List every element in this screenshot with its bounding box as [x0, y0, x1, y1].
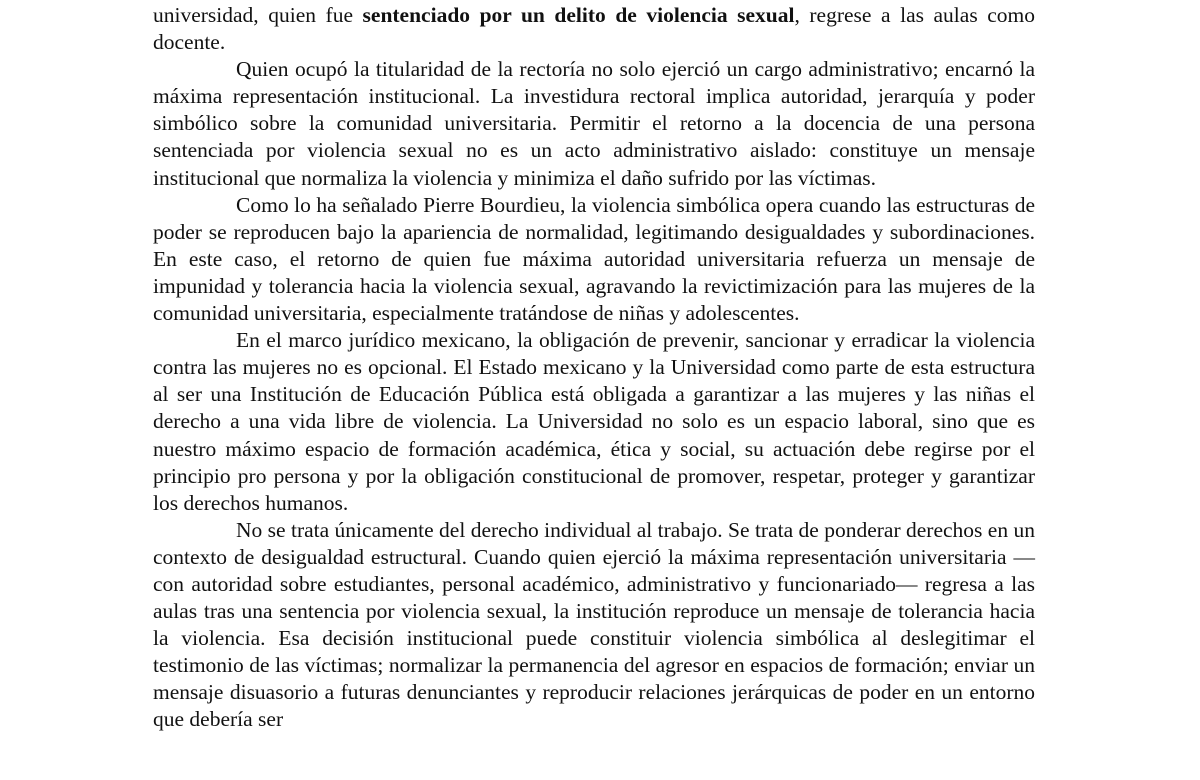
- paragraph-5-text: No se trata únicamente del derecho individual al trabajo. Se trata de ponderar derechos en un contexto de desigualdad estructural. Cuando quien ejerció la máxima representación universitaria —con autoridad sobre estudiantes, personal académico, administrativo y funcionariado— regresa a las aulas tras una sentencia por violencia sexual, la institución reproduce un mensaje de tolerancia hacia la violencia. Esa decisión institucional puede constituir violencia simbólica al deslegitimar el testimonio de las víctimas; normalizar la permanencia del agresor en espacios de formación; enviar un mensaje disuasorio a futuras denunciantes y reproducir relaciones jerárquicas de poder en un entorno que debería ser: [153, 517, 1035, 732]
- paragraph-1: [153, 2, 1035, 56]
- paragraph-1-text-end: , regrese a las aulas como docente.: [153, 3, 1036, 55]
- paragraph-1-bold-text: sentenciado por un delito de violencia sexual: [362, 3, 795, 27]
- document-body: [153, 2, 1035, 734]
- paragraph-3-text: Como lo ha señalado Pierre Bourdieu, la violencia simbólica opera cuando las estructuras de poder se reproducen bajo la apariencia de normalidad, legitimando desigualdades y subordinaciones. En este caso, el retorno de quien fue máxima autoridad universitaria refuerza un mensaje de impunidad y tolerancia hacia la violencia sexual, agravando la revictimización para las mujeres de la comunidad universitaria, especialmente tratándose de niñas y adolescentes.: [153, 192, 1035, 326]
- paragraph-2-text: Quien ocupó la titularidad de la rectoría no solo ejerció un cargo administrativo; encarnó la máxima representación institucional. La investidura rectoral implica autoridad, jerarquía y poder simbólico sobre la comunidad universitaria. Permitir el retorno a la docencia de una persona sentenciada por violencia sexual no es un acto administrativo aislado: constituye un mensaje institucional que normaliza la violencia y minimiza el daño sufrido por las víctimas.: [153, 57, 1035, 190]
- paragraph-4: [153, 327, 1035, 517]
- paragraph-3: [153, 192, 1035, 327]
- paragraph-5: [153, 517, 1035, 734]
- paragraph-4-text: En el marco jurídico mexicano, la obligación de prevenir, sancionar y erradicar la violencia contra las mujeres no es opcional. El Estado mexicano y la Universidad como parte de esta estructura al ser una Institución de Educación Pública está obligada a garantizar a las mujeres y las niñas el derecho a una vida libre de violencia. La Universidad no solo es un espacio laboral, sino que es nuestro máximo espacio de formación académica, ética y social, su actuación debe regirse por el principio pro persona y por la obligación constitucional de promover, respetar, proteger y garantizar los derechos humanos.: [153, 328, 1035, 515]
- paragraph-1-text: universidad, quien fue: [153, 3, 363, 27]
- paragraph-2: [153, 56, 1035, 191]
